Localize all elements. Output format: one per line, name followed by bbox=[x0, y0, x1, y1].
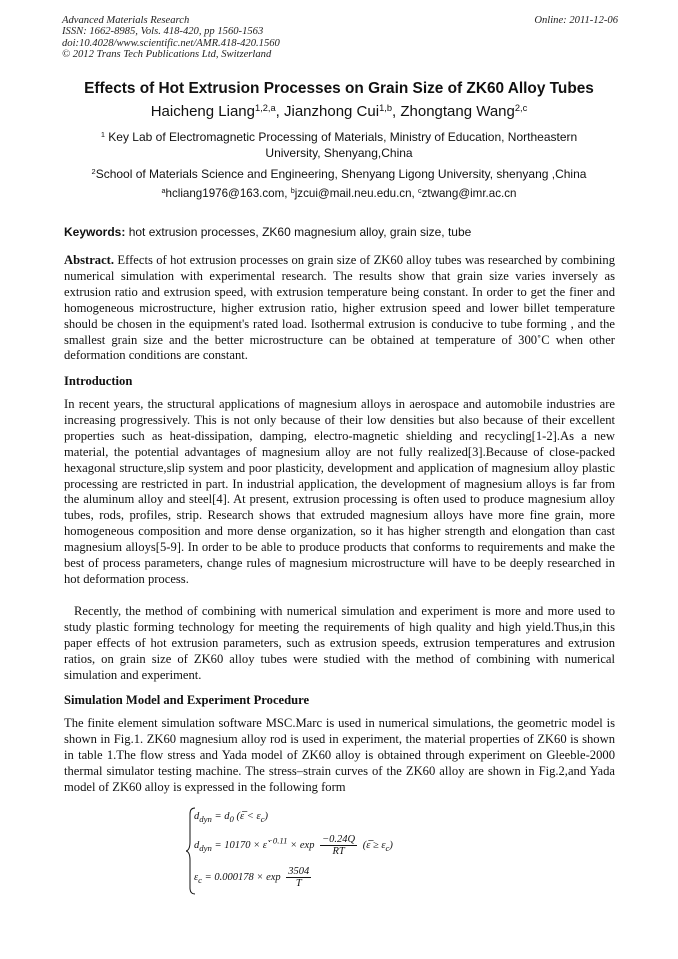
eq-symbol: d bbox=[194, 811, 200, 822]
equation-2 bbox=[194, 834, 393, 857]
eq-symbol: ε bbox=[194, 871, 199, 883]
author-separator: , bbox=[275, 103, 284, 120]
eq-condition: (ε̅ ≥ ε bbox=[362, 839, 386, 851]
eq-subscript: c bbox=[385, 843, 390, 853]
author-name: Haicheng Liang bbox=[150, 103, 255, 120]
equation-3 bbox=[194, 866, 314, 889]
eq-paren: ) bbox=[264, 811, 268, 822]
equation-1 bbox=[194, 811, 268, 824]
eq-denominator: RT bbox=[332, 846, 345, 857]
author-affiliation-marker: 2,c bbox=[514, 102, 528, 113]
author-affiliation-marker: 1,b bbox=[379, 102, 392, 113]
eq-subscript: dyn bbox=[199, 843, 212, 853]
eq-exponent: −0.11 bbox=[266, 835, 288, 846]
eq-denominator: T bbox=[295, 878, 302, 889]
doi-line: doi:10.4028/www.scientific.net/AMR.418-420.1560 bbox=[62, 37, 280, 49]
author-affiliation-marker: 1,2,a bbox=[254, 102, 276, 113]
author-list bbox=[40, 103, 638, 120]
intro-paragraph-1: In recent years, the structural applications of magnesium alloys in aerospace and automobile industries are increasing progressively. This is not only because of their low densities but also because of their excellent properties such as heat-dissipation, damping, electro-magnetic shielding and recycling[1-2].As a new material, the potential advantages of magnesium alloy are not fully realized[3].Because of close-packed hexagonal structure,slip system and poor plasticity, development and application of magnesium alloy plastic processing are restricted in part. In industrial application, the development of magnesium alloys is far from the aluminum alloy and steel[4]. At present, extrusion processing is often used to produce magnesium alloy tubes, rods, profiles, strip. Research shows that extruded magnesium alloys have more fine grain, more homogeneous composition and more dense organization, so it has higher strength and elongation than cast magnesium alloys[5-9]. In order to be able to produce products that conforms to requirements and make the best of process parameters, change rules of magnesium microstructure will have to be deeply researched in hot deformation process. bbox=[64, 397, 615, 586]
journal-name: Advanced Materials Research bbox=[62, 15, 190, 26]
copyright-line: © 2012 Trans Tech Publications Ltd, Switzerland bbox=[62, 49, 272, 61]
eq-fraction bbox=[320, 834, 357, 857]
affiliation-marker: 2 bbox=[91, 166, 96, 176]
section-heading-simulation: Simulation Model and Experiment Procedure bbox=[64, 693, 310, 707]
author-name: Zhongtang Wang bbox=[400, 103, 515, 120]
eq-subscript: c bbox=[260, 814, 265, 825]
affiliation-text: School of Materials Science and Engineering, Shenyang Ligong University, shenyang ,China bbox=[95, 167, 587, 181]
eq-paren: ) bbox=[389, 839, 393, 851]
eq-subscript: c bbox=[198, 875, 203, 885]
affiliation-1 bbox=[80, 130, 598, 161]
eq-term: = d bbox=[211, 811, 230, 822]
intro-paragraph-2: Recently, the method of combining with numerical simulation and experiment is more and more used to study plastic forming technology for meeting the requirements of high quality and high yield.Thus,in this paper effects of hot extrusion parameters, such as extrusion speeds, extrusion temperatures and extrusion ratios, on grain size of ZK60 alloy tubes were studied with the method of combining with numerical simulation and experiment. bbox=[64, 604, 615, 682]
author-name: Jianzhong Cui bbox=[284, 103, 380, 120]
issn-line: ISSN: 1662-8985, Vols. 418-420, pp 1560-1563 bbox=[62, 26, 264, 38]
eq-term: = 10170 × ε̇ bbox=[211, 839, 267, 851]
journal-header bbox=[62, 15, 618, 61]
email-link[interactable]: ztwang@imr.ac.cn bbox=[421, 187, 517, 200]
email-marker: b bbox=[290, 186, 295, 196]
email-marker: a bbox=[161, 186, 166, 196]
eq-term: × exp bbox=[287, 839, 315, 851]
yada-model-equations bbox=[186, 806, 426, 896]
online-date: Online: 2011-12-06 bbox=[534, 15, 618, 26]
eq-term: = 0.000178 × exp bbox=[202, 871, 281, 883]
affiliation-marker: 1 bbox=[100, 129, 105, 139]
affiliation-2 bbox=[60, 167, 618, 183]
email-link[interactable]: jzcui@mail.neu.edu.cn, bbox=[294, 187, 418, 200]
abstract-text: Effects of hot extrusion processes on grain size of ZK60 alloy tubes was researched by combining numerical simulation with experimental research. The results show that grain size varies inversely as extrusion ratio and extrusion speed, with extrusion temperature being constant. In order to get the finer and homogeneous microstructure, higher extrusion ratio, higher extrusion speed and lower billet temperature should be chosen in the equipment's rated load. Isothermal extrusion is conducive to tube forming , and the smallest grain size and the better microstructure can be obtained at temperature of 300˚C when other deformation conditions are constant. bbox=[64, 253, 615, 363]
email-marker: c bbox=[418, 186, 422, 196]
email-link[interactable]: hcliang1976@163.com, bbox=[165, 187, 291, 200]
abstract bbox=[64, 253, 615, 364]
affiliation-text: Key Lab of Electromagnetic Processing of Materials, Ministry of Education, Northeastern University, Shenyang,China bbox=[104, 130, 578, 160]
keywords-label: Keywords: bbox=[64, 225, 126, 239]
keywords bbox=[64, 225, 616, 239]
section-heading-introduction: Introduction bbox=[64, 374, 133, 388]
eq-symbol: d bbox=[194, 839, 200, 851]
email-list bbox=[60, 187, 618, 200]
eq-condition: (ε̅ < ε bbox=[233, 811, 261, 822]
abstract-label: Abstract. bbox=[64, 253, 115, 267]
eq-subscript: 0 bbox=[229, 814, 234, 825]
eq-numerator: −0.24Q bbox=[322, 834, 356, 845]
eq-subscript: dyn bbox=[199, 814, 212, 825]
author-separator: , bbox=[392, 103, 401, 120]
paper-title: Effects of Hot Extrusion Processes on Grain Size of ZK60 Alloy Tubes bbox=[84, 80, 594, 97]
simulation-paragraph: The finite element simulation software MSC.Marc is used in numerical simulations, the geometric model is shown in Fig.1. ZK60 magnesium alloy rod is used in experiment, the material properties of ZK60 is shown in table 1.The flow stress and Yada model of ZK60 alloy is obtained through experiment on Gleeble-2000 thermal simulator testing machine. The stress–strain curves of the ZK60 alloy are shown in Fig.2,and Yada model of ZK60 alloy is expressed in the following form bbox=[64, 716, 615, 794]
eq-fraction bbox=[286, 866, 311, 889]
keywords-text: hot extrusion processes, ZK60 magnesium alloy, grain size, tube bbox=[125, 225, 472, 239]
eq-numerator: 3504 bbox=[288, 866, 310, 877]
